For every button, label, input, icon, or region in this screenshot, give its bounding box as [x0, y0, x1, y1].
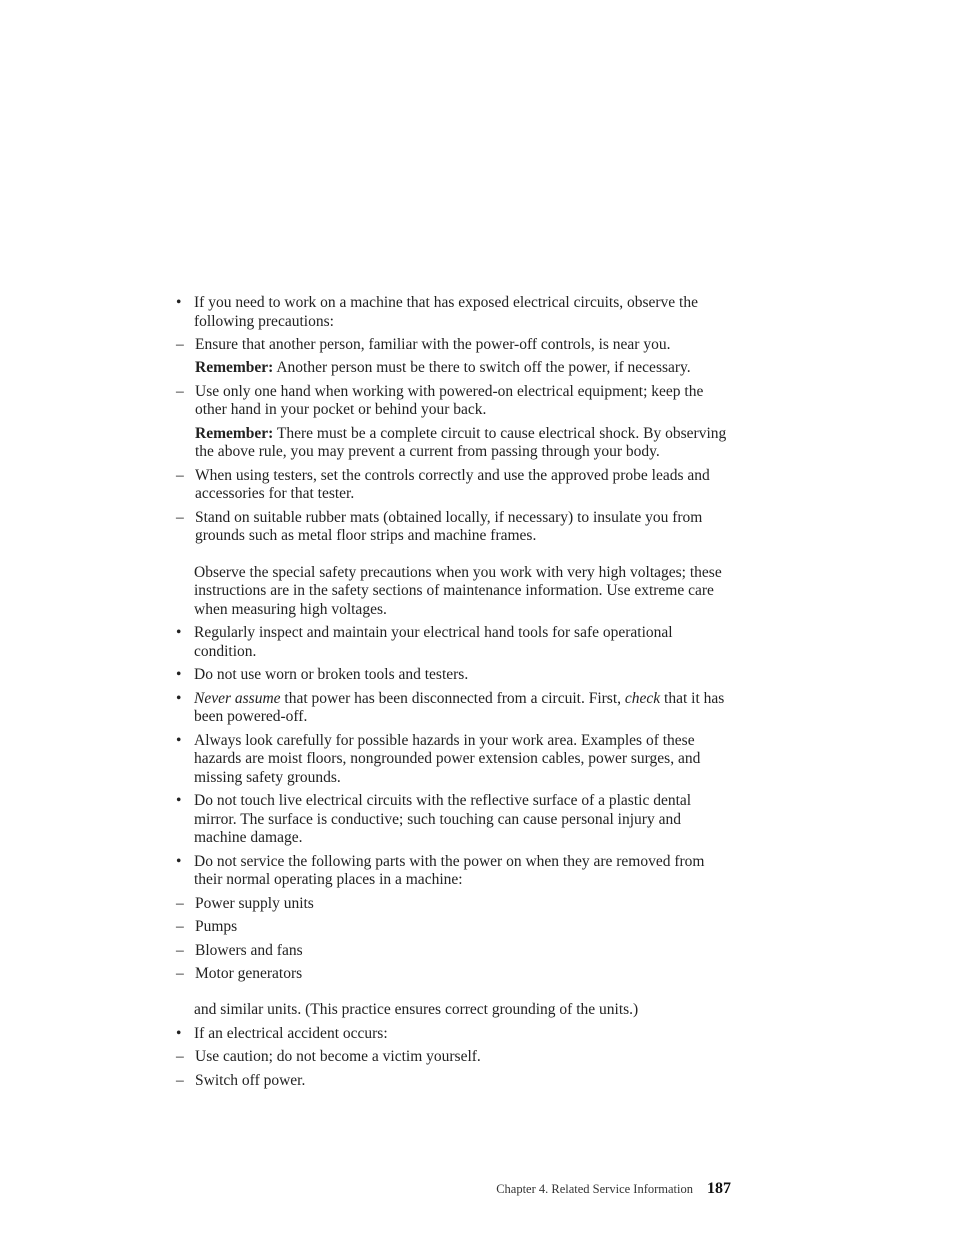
item-text: If an electrical accident occurs:: [194, 1024, 388, 1042]
sub-item-text: Pumps: [195, 918, 238, 936]
sub-item-text: Use only one hand when working with powered-on electrical equipment; keep the other hand in your pocket or behind your back.: [195, 382, 704, 419]
remember-text: Another person must be there to switch off the power, if necessary.: [273, 359, 691, 377]
bullet-marker: •: [176, 852, 182, 870]
bullet-marker: •: [176, 666, 182, 684]
dash-marker: –: [176, 918, 184, 936]
text-segment: that power has been disconnected from a circuit. First,: [280, 689, 625, 707]
dash-marker: –: [176, 382, 184, 400]
sub-item-text: Ensure that another person, familiar with the power-off controls, is near you.: [195, 335, 671, 353]
dash-marker: –: [176, 941, 184, 959]
remember-note-2: [176, 425, 736, 462]
list-item-exposed-circuits: [176, 294, 736, 331]
bullet-marker: •: [176, 1024, 182, 1042]
text-segment: that it has been powered-off.: [194, 689, 725, 726]
list-item-dental-mirror: [176, 792, 736, 848]
list-item-service-parts: [176, 853, 736, 890]
sub-item-switch-off: [176, 1072, 736, 1091]
list-item-never-assume: [176, 690, 736, 727]
remember-label: Remember:: [195, 424, 274, 442]
page-body: [176, 294, 736, 1095]
sub-item-text: Stand on suitable rubber mats (obtained locally, if necessary) to insulate you from grounds such as metal floor strips and machine frames.: [195, 508, 703, 545]
sub-item-rubber-mats: [176, 509, 736, 546]
bullet-marker: •: [176, 624, 182, 642]
sub-item-text: Use caution; do not become a victim yourself.: [195, 1048, 481, 1066]
item-text: [194, 690, 736, 727]
chapter-title: Chapter 4. Related Service Information: [496, 1182, 693, 1196]
remember-note-1: [176, 359, 736, 378]
dash-marker: –: [176, 894, 184, 912]
page-footer: [496, 1180, 731, 1198]
dash-marker: –: [176, 964, 184, 982]
item-text: Do not touch live electrical circuits with the reflective surface of a plastic dental mirror. The surface is conductive; such touching can cause personal injury and machine damage.: [194, 792, 692, 847]
sub-item-one-hand: [176, 383, 736, 420]
sub-item-another-person: [176, 336, 736, 355]
sub-item-text: Blowers and fans: [195, 941, 303, 959]
emphasis-check: check: [624, 689, 661, 707]
sub-item-text: When using testers, set the controls correctly and use the approved probe leads and accessories for that tester.: [195, 466, 710, 503]
item-text: Regularly inspect and maintain your electrical hand tools for safe operational condition.: [194, 624, 673, 660]
sub-item-power-supply: [176, 895, 736, 914]
sub-item-testers: [176, 467, 736, 504]
item-text: Do not service the following parts with the power on when they are removed from their normal operating places in a machine:: [194, 852, 705, 889]
sub-item-text: Switch off power.: [195, 1071, 306, 1089]
list-item-hazards: [176, 732, 736, 788]
bullet-marker: •: [176, 792, 182, 810]
bullet-marker: •: [176, 731, 182, 749]
remember-label: Remember:: [195, 359, 274, 377]
page-number: 187: [707, 1180, 731, 1197]
sub-item-motor-generators: [176, 965, 736, 984]
sub-item-text: Motor generators: [195, 964, 303, 982]
sub-item-text: Power supply units: [195, 894, 314, 912]
item-text: If you need to work on a machine that has exposed electrical circuits, observe the following precautions:: [194, 294, 698, 330]
emphasis-never-assume: Never assume: [194, 689, 281, 707]
list-item-hand-tools: [176, 624, 736, 661]
dash-marker: –: [176, 1071, 184, 1089]
list-item-worn-tools: [176, 666, 736, 685]
dash-marker: –: [176, 466, 184, 484]
sub-item-blowers: [176, 942, 736, 961]
dash-marker: –: [176, 335, 184, 353]
list-item-electrical-accident: [176, 1025, 736, 1044]
bullet-marker: •: [176, 294, 182, 311]
similar-units-paragraph: and similar units. (This practice ensures correct grounding of the units.): [194, 1001, 639, 1019]
sub-item-use-caution: [176, 1048, 736, 1067]
high-voltage-paragraph: Observe the special safety precautions when you work with very high voltages; these instructions are in the safety sections of maintenance information. Use extreme care when measuring high voltages.: [194, 563, 722, 618]
dash-marker: –: [176, 508, 184, 526]
sub-item-pumps: [176, 918, 736, 937]
bullet-marker: •: [176, 689, 182, 707]
dash-marker: –: [176, 1048, 184, 1066]
item-text: Do not use worn or broken tools and testers.: [194, 666, 469, 684]
remember-text: There must be a complete circuit to cause electrical shock. By observing the above rule, you may prevent a current from passing through your body.: [195, 424, 727, 461]
item-text: Always look carefully for possible hazards in your work area. Examples of these hazards are moist floors, nongrounded power extension cables, power surges, and missing safety grounds.: [194, 731, 701, 786]
